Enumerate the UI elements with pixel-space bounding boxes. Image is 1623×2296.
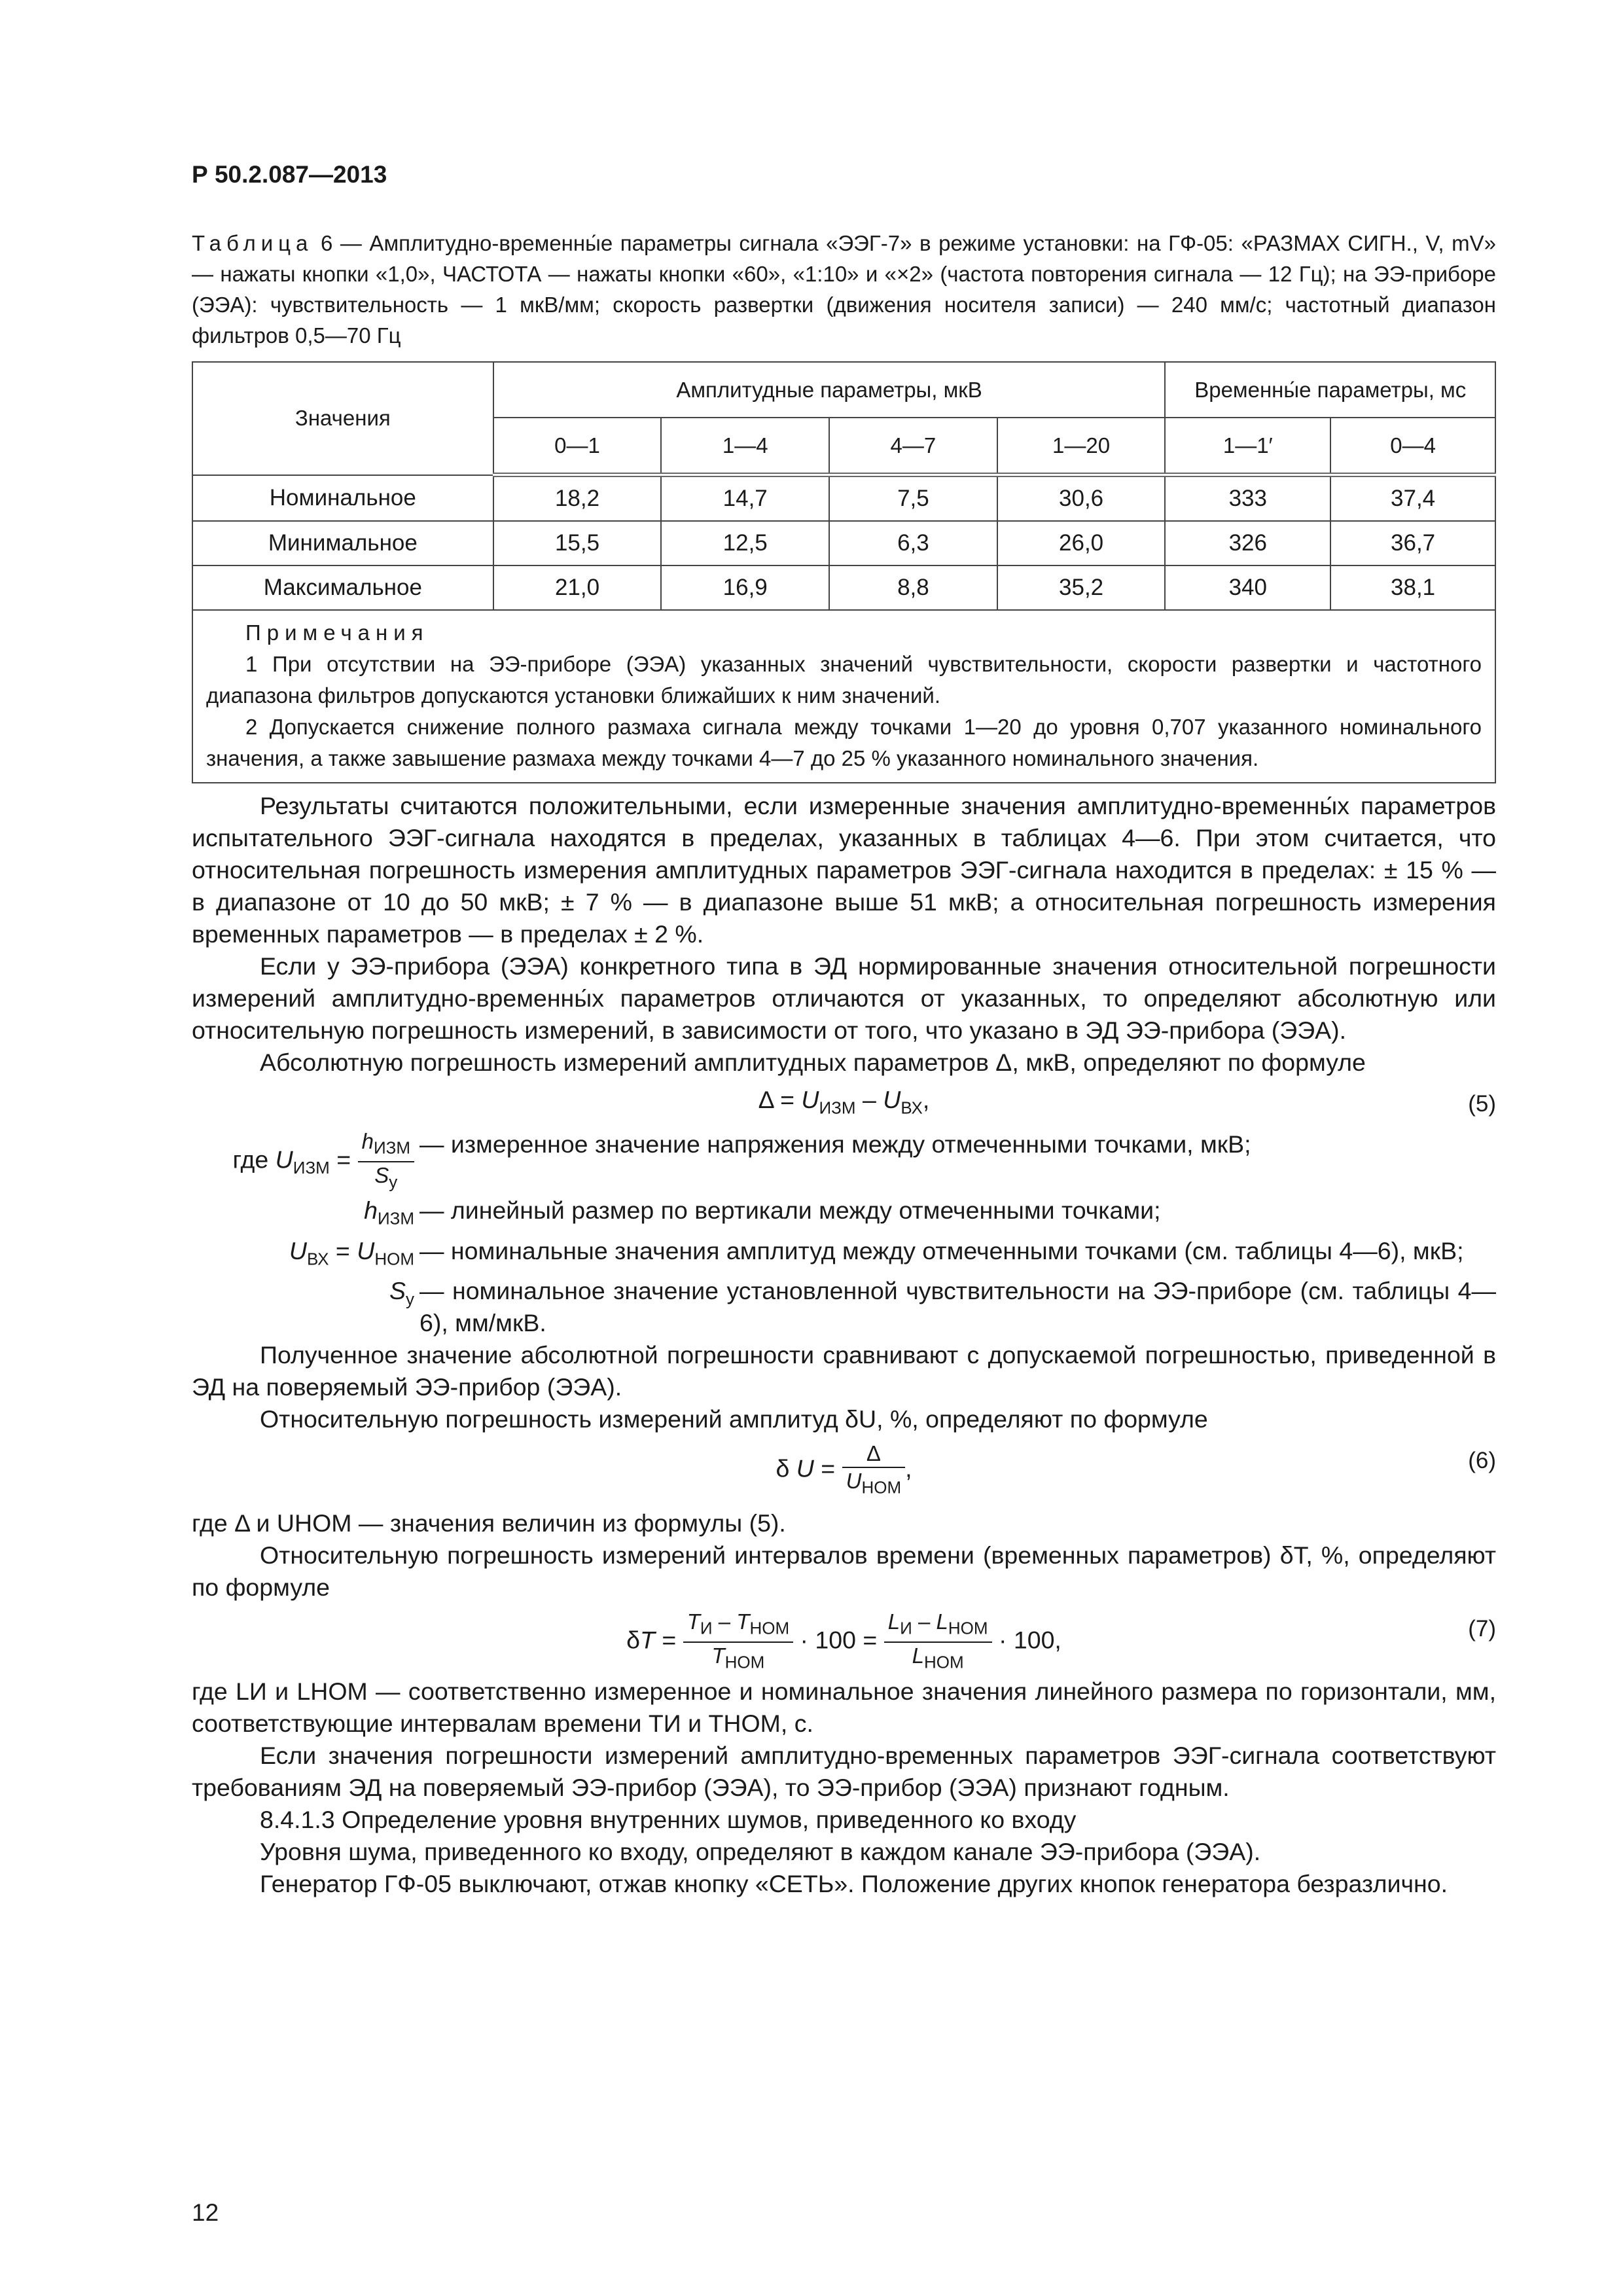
table-header-amplitude: Амплитудные параметры, мкВ bbox=[493, 362, 1166, 418]
page-number: 12 bbox=[192, 2199, 219, 2226]
paragraph: Генератор ГФ-05 выключают, отжав кнопку «СЕТЬ». Положение других кнопок генератора безразлично. bbox=[260, 1870, 1448, 1898]
paragraph: Абсолютную погрешность измерений амплитудных параметров Δ, мкВ, определяют по формуле bbox=[260, 1049, 1366, 1076]
paragraph: Если значения погрешности измерений амплитудно-временных параметров ЭЭГ-сигнала соответствуют требованиям ЭД на поверяемый ЭЭ-прибор (ЭЭА), то ЭЭ-прибор (ЭЭА) признают годным. bbox=[192, 1742, 1496, 1802]
definition-text: — линейный размер по вертикали между отмеченными точками; bbox=[419, 1196, 1161, 1225]
row-label: Номинальное bbox=[192, 475, 493, 522]
formula-7-expression: δT = $\frac{T_И - T_{НОМ}}{T_{НОМ}}$ · 100 = $\frac{L_И - L_{НОМ}}{L_{НОМ}}$ · 100, bbox=[626, 1609, 1061, 1672]
document-header: Р 50.2.087—2013 bbox=[192, 161, 387, 188]
table-subheader: 4—7 bbox=[829, 418, 997, 475]
formula-6 bbox=[192, 1435, 1496, 1507]
note-1: 1 При отсутствии на ЭЭ-приборе (ЭЭА) указанных значений чувствительности, скорости развертки и частотного диапазона фильтров допускаются установки ближайших к ним значений. bbox=[206, 652, 1482, 708]
table-caption-number: 6 bbox=[320, 231, 333, 255]
table-cell: 30,6 bbox=[997, 475, 1166, 522]
table-row bbox=[192, 521, 1495, 565]
definition-row bbox=[192, 1128, 1496, 1194]
table-cell: 35,2 bbox=[997, 565, 1166, 610]
formula-7 bbox=[192, 1604, 1496, 1676]
paragraph: Результаты считаются положительными, если измеренные значения амплитудно-временны́х параметров испытательного ЭЭГ-сигнала находятся в пределах, указанных в таблицах 4—6. При этом считается, что относительная погрешность измерения амплитудных параметров ЭЭГ-сигнала находится в пределах: ± 15 % — в диапазоне от 10 до 50 мкВ; ± 7 % — в диапазоне выше 51 мкВ; а относительная погрешность измерения временных параметров — в пределах ± 2 %. bbox=[192, 792, 1496, 948]
table-row bbox=[192, 475, 1495, 522]
note-2: 2 Допускается снижение полного размаха сигнала между точками 1—20 до уровня 0,707 указанного номинального значения, а также завышение размаха между точками 4—7 до 25 % указанного номинального значения. bbox=[206, 715, 1482, 770]
table-cell: 14,7 bbox=[661, 475, 829, 522]
table-cell: 15,5 bbox=[493, 521, 662, 565]
table-notes bbox=[192, 610, 1495, 783]
table-subheader: 1—20 bbox=[997, 418, 1166, 475]
table-cell: 38,1 bbox=[1330, 565, 1495, 610]
definition-symbol: где $U_{ИЗМ}$ = $\frac{h_{ИЗМ}}{S_у}$ bbox=[192, 1128, 414, 1194]
table-cell: 340 bbox=[1165, 565, 1330, 610]
formula-number: (6) bbox=[1468, 1448, 1496, 1474]
table-cell: 6,3 bbox=[829, 521, 997, 565]
table-cell: 26,0 bbox=[997, 521, 1166, 565]
table-cell: 7,5 bbox=[829, 475, 997, 522]
formula-5-expression: $\Delta = U_{ИЗМ} - U_{ВХ}$, bbox=[758, 1086, 930, 1118]
table-row bbox=[192, 565, 1495, 610]
notes-title: Примечания bbox=[245, 620, 429, 645]
paragraph: Относительную погрешность измерений амплитуд δU, %, определяют по формуле bbox=[260, 1405, 1208, 1433]
formula-6-expression: δ U = $\frac{\Delta}{U_{НОМ}}$ , bbox=[776, 1441, 912, 1498]
section-heading: 8.4.1.3 Определение уровня внутренних шумов, приведенного ко входу bbox=[260, 1806, 1077, 1834]
table-header-time: Временны́е параметры, мс bbox=[1165, 362, 1495, 418]
definition-symbol: $S_у$ bbox=[389, 1277, 414, 1309]
table-caption-text: — Амплитудно-временны́е параметры сигнала «ЭЭГ-7» в режиме установки: на ГФ-05: «РАЗМАХ СИГН., V, mV» — нажаты кнопки «1,0», ЧАСТОТА — нажаты кнопки «60», «1:10» и «×2» (частота повторения сигнала — 12 Гц); на ЭЭ-приборе (ЭЭА): чувствительность — 1 мкВ/мм; скорость развертки (движения носителя записи) — 240 мм/с; частотный диапазон фильтров 0,5—70 Гц bbox=[192, 231, 1496, 348]
definition-row bbox=[192, 1194, 1496, 1235]
table-cell: 8,8 bbox=[829, 565, 997, 610]
paragraph: Если у ЭЭ-прибора (ЭЭА) конкретного типа в ЭД нормированные значения относительной погрешности измерений амплитудно-временны́х параметров отличаются от указанных, то определяют абсолютную или относительную погрешность измерений, в зависимости от того, что указано в ЭД ЭЭ-прибора (ЭЭА). bbox=[192, 952, 1496, 1044]
table-subheader: 0—4 bbox=[1330, 418, 1495, 475]
table-cell: 37,4 bbox=[1330, 475, 1495, 522]
table-cell: 12,5 bbox=[661, 521, 829, 565]
table-cell: 16,9 bbox=[661, 565, 829, 610]
table-subheader: 1—4 bbox=[661, 418, 829, 475]
paragraph: Относительную погрешность измерений интервалов времени (временных параметров) δT, %, определяют по формуле bbox=[192, 1541, 1496, 1602]
table-caption bbox=[192, 228, 1496, 351]
row-label: Минимальное bbox=[192, 521, 493, 565]
definition-text: — номинальное значение установленной чувствительности на ЭЭ-приборе (см. таблицы 4—6), мм/мкВ. bbox=[419, 1277, 1496, 1337]
formula-number: (7) bbox=[1468, 1616, 1496, 1642]
definition-row bbox=[192, 1235, 1496, 1276]
table-cell: 21,0 bbox=[493, 565, 662, 610]
table-subheader: 0—1 bbox=[493, 418, 662, 475]
definition-row bbox=[192, 1275, 1496, 1339]
formula-5-definitions bbox=[192, 1128, 1496, 1339]
definition-symbol: $U_{ВХ} = U_{НОМ}$ bbox=[289, 1236, 414, 1269]
formula-5 bbox=[192, 1079, 1496, 1124]
paragraph: где LИ и LНОМ — соответственно измеренное и номинальное значения линейного размера по горизонтали, мм, соответствующие интервалам времени TИ и TНОМ, с. bbox=[192, 1677, 1496, 1738]
table-subheader: 1—1′ bbox=[1165, 418, 1330, 475]
formula-number: (5) bbox=[1468, 1091, 1496, 1117]
table-cell: 18,2 bbox=[493, 475, 662, 522]
body-text bbox=[192, 790, 1496, 1900]
parameters-table bbox=[192, 361, 1496, 783]
table-header-values: Значения bbox=[192, 362, 493, 475]
paragraph: Полученное значение абсолютной погрешности сравнивают с допускаемой погрешностью, приведенной в ЭД на поверяемый ЭЭ-прибор (ЭЭА). bbox=[192, 1341, 1496, 1401]
definition-symbol: $h_{ИЗМ}$ bbox=[364, 1196, 414, 1229]
definition-text: — номинальные значения амплитуд между отмеченными точками (см. таблицы 4—6), мкВ; bbox=[419, 1236, 1464, 1265]
table-cell: 333 bbox=[1165, 475, 1330, 522]
row-label: Максимальное bbox=[192, 565, 493, 610]
table-cell: 36,7 bbox=[1330, 521, 1495, 565]
table-caption-label: Таблица bbox=[192, 231, 313, 255]
table-cell: 326 bbox=[1165, 521, 1330, 565]
paragraph: где Δ и UНОМ — значения величин из формулы (5). bbox=[192, 1509, 786, 1537]
paragraph: Уровня шума, приведенного ко входу, определяют в каждом канале ЭЭ-прибора (ЭЭА). bbox=[260, 1838, 1261, 1866]
definition-text: — измеренное значение напряжения между отмеченными точками, мкВ; bbox=[419, 1130, 1251, 1158]
